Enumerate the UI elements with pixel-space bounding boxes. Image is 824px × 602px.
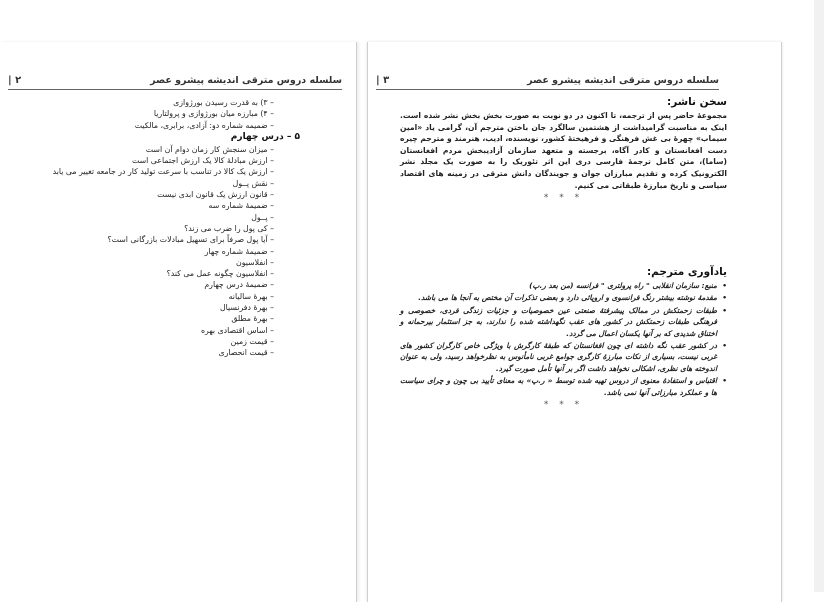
note-text: طبقات زحمتکش در ممالک پیشرفتهٔ صنعتی عین خصوصیات و جزئیات زندگی فردی، خصوصی و فرهنگی طبقات زحمتکش در کشور های عقب نگهداشته شده را ندارند، به جز استثمار بیرحمانه و اختناق شدیدی که بر آنها یکسان اعمال می گردد. (400, 305, 717, 338)
bullet-icon: • (722, 293, 727, 303)
vertical-scrollbar[interactable] (814, 0, 824, 592)
toc-item: – ارزش مبادلهٔ کالا یک ارزش اجتماعی است (131, 156, 274, 166)
note-item (400, 340, 727, 374)
toc-item: – قیمت زمین (230, 336, 274, 346)
note-item (400, 292, 727, 303)
header-title: سلسله دروس مترقی اندیشه پیشرو عصر (527, 74, 719, 86)
toc-item: – میزان سنجش کار زمان دوام آن است (145, 144, 274, 154)
toc-item: – انفلاسیون (236, 257, 274, 267)
header-divider (8, 89, 342, 90)
publisher-paragraph: مجموعهٔ حاضر پس از ترجمه، تا اکنون در دو نوبت به صورت بخش بخش نشر شده است. اینک به مناسبت گرامیداشت از هشتمین سالگرد جان باختن مترجم آن، گرامی یاد «امین سیماب» چهرهٔ بی غش فرهنگی و فرهیختهٔ کشور، نویسنده، ادیب، هنرمند و مترجم چیره دست افغانستان و کادر آگاه، برجسته و متعهد سازمان آزادیبخش مردم افغانستان (ساما)، متن کامل ترجمهٔ فارسی دری این اثر تئوریک را به صورت یک مجلد نشر الکترونیک کرده و تقدیم مبارزان جوان و جویندگان دانش مترقی در زمینه های اقتصاد سیاسی و تاریخ مبارزهٔ طبقاتی می کنیم. (400, 111, 727, 190)
bullet-icon: • (722, 281, 727, 290)
toc-item: – انفلاسیون چگونه عمل می کند؟ (166, 269, 274, 279)
note-text: مقدمهٔ نوشته بیشتر رنگ فرانسوی و اروپائی دارد و بعضی تذکرات آن مختص به آنجا ها می باشد. (418, 293, 717, 303)
toc-item: – ۴) مبارزه میان بورژوازی و پرولتاریا (153, 109, 274, 119)
toc-item: – ارزش یک کالا در تناسب با سرعت تولید کار در جامعه تغییر می یابد (52, 167, 274, 177)
end-separator: * * * (543, 400, 584, 411)
toc-item: – ۳) به قدرت رسیدن بورژوازی (173, 98, 274, 107)
translator-notes-list (400, 280, 727, 398)
note-item (400, 280, 727, 291)
section-separator: * * * (543, 193, 584, 204)
note-item (400, 305, 727, 339)
translator-notes-section (400, 266, 727, 410)
page-header (8, 72, 342, 88)
toc-item: – بهرهٔ دفرنسیال (219, 303, 274, 313)
toc-heading: ۵ – درس چهارم (230, 131, 300, 142)
publisher-title: سخن ناشر: (667, 96, 727, 108)
note-text: اقتباس و استفادهٔ معنوی از دروس تهیه شده توسط « ر.پ» به معنای تأیید بی چون و چرای سیاست ها و عملکرد مبارزاتی آنها نمی باشد. (400, 376, 717, 397)
page-2 (0, 42, 357, 602)
page-number: ۲ | (8, 74, 22, 86)
toc-item: – ضمیمهٔ شماره چهار (204, 246, 274, 256)
toc-item: – آیا پول صرفاً برای تسهیل مبادلات بازرگانی است؟ (107, 235, 274, 245)
bullet-icon: • (722, 305, 727, 315)
toc-item: – ضمیمهٔ درس چهارم (204, 280, 274, 290)
toc-item: – اساس اقتصادی بهره (200, 325, 274, 335)
page-3 (367, 42, 782, 602)
toc-item: – پــول (251, 212, 274, 222)
note-text: در کشور عقب نگه داشته ای چون افغانستان که طبقهٔ کارگرش با ویژگی خاص کارگران کشور های غربی نیست، بسیاری از نکات مبارزهٔ کارگری جوامع غربی نامأنوس به نظرخواهد رسید، ولی به عنوان اندوخته های نظری، اشکالی نخواهد داشت اگر بر آنها تأمل صورت گیرد. (400, 341, 717, 373)
table-of-contents-list (10, 97, 300, 359)
toc-item: – ضمیمهٔ شماره سه (208, 201, 274, 211)
toc-item: – نقش پــول (232, 178, 274, 188)
page-header (376, 72, 719, 88)
publisher-section (400, 96, 727, 203)
bullet-icon: • (722, 376, 727, 386)
toc-item: – قانون ارزش یک قانون ابدی نیست (157, 190, 274, 200)
bullet-icon: • (722, 341, 727, 351)
note-item (400, 375, 727, 398)
toc-item: – ضمیمه شماره دو: آزادی، برابری، مالکیت (134, 120, 274, 130)
toc-item: – بهرهٔ مطلق (231, 314, 274, 324)
translator-notes-title: یادآوری مترجم: (646, 266, 727, 278)
header-divider (376, 89, 719, 90)
toc-item: – قیمت انحصاری (218, 348, 274, 358)
toc-item: – بهرهٔ سالیانه (228, 291, 274, 301)
page-number: ۳ | (376, 74, 390, 86)
toc-item: – کی پول را ضرب می زند؟ (184, 223, 274, 233)
note-text: منبع: سازمان انقلابی " راه پرولتری " فرانسه (من بعد ر.پ) (529, 281, 717, 290)
header-title: سلسله دروس مترقی اندیشه پیشرو عصر (150, 74, 342, 86)
